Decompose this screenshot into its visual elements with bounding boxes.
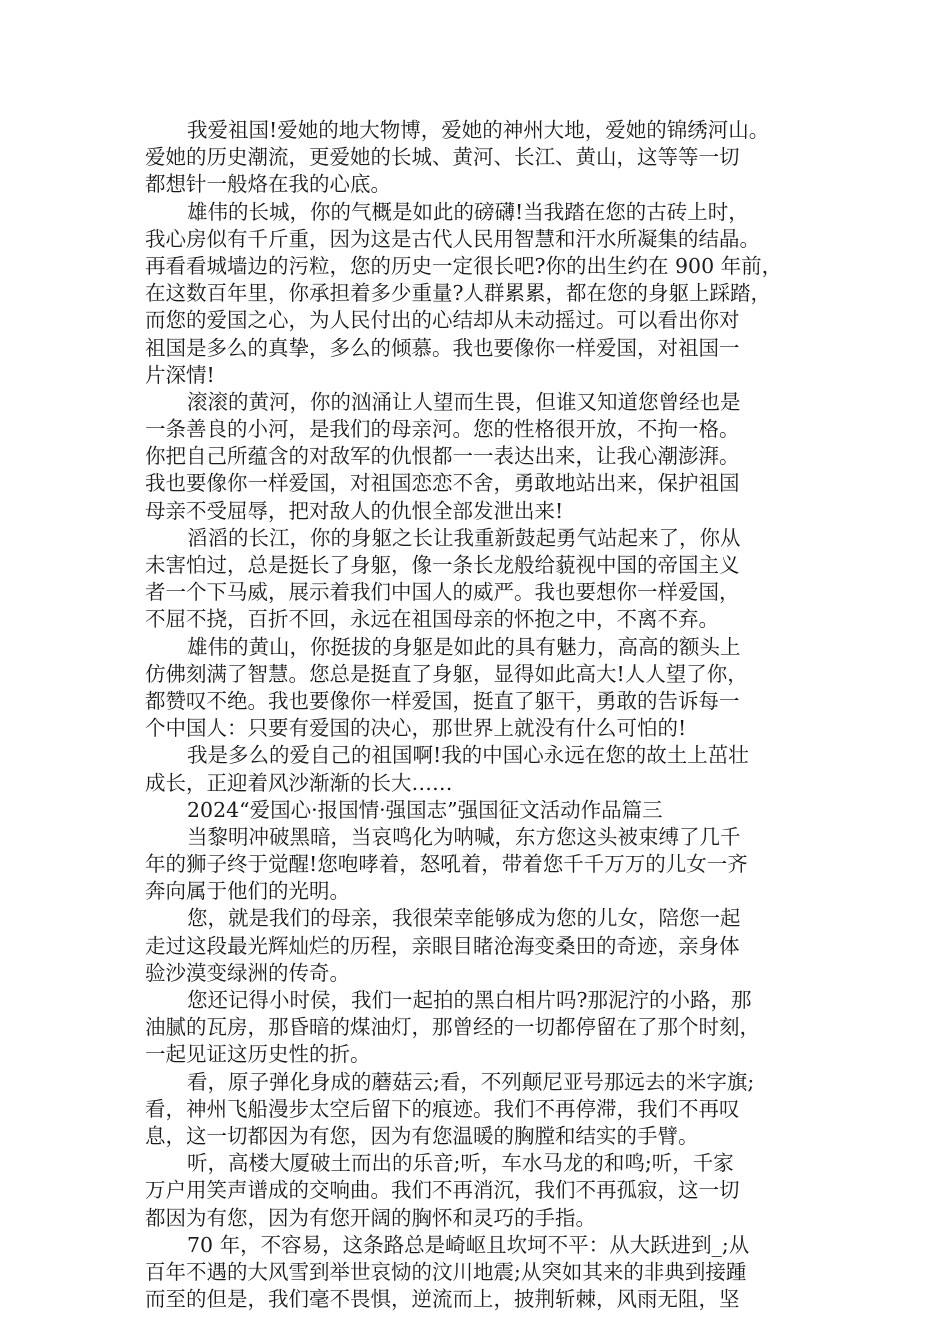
text-line: 不屈不挠，百折不回，永远在祖国母亲的怀抱之中，不离不弃。 [145,607,719,632]
text-line: 70 年，不容易，这条路总是崎岖且坎坷不平：从大跃进到_;从 [187,1232,750,1257]
text-line: 而至的但是，我们毫不畏惧，逆流而上，披荆斩棘，风雨无阻，坚 [145,1287,740,1312]
text-line: 我是多么的爱自己的祖国啊!我的中国心永远在您的故土上茁壮 [187,743,749,768]
text-line: 年的狮子终于觉醒!您咆哮着，怒吼着，带着您千千万万的儿女一齐 [145,852,748,877]
text-line: 未害怕过，总是挺长了身躯，像一条长龙般给藐视中国的帝国主义 [145,553,740,577]
text-line: 滔滔的长江，你的身躯之长让我重新鼓起勇气站起来了，你从 [187,525,741,550]
document-body [145,117,810,1313]
text-line: 您还记得小时侯，我们一起拍的黑白相片吗?那泥泞的小路，那 [187,988,752,1012]
text-line: 看，原子弹化身成的蘑菇云;看，不列颠尼亚号那远去的米字旗; [187,1069,755,1094]
text-line: 万户用笑声谱成的交响曲。我们不再消沉，我们不再孤寂，这一切 [145,1178,740,1203]
text-line: 母亲不受屈辱，把对敌人的仇恨全部发泄出来! [145,498,564,523]
text-line: 在这数百年里，你承担着多少重量?人群累累，都在您的身躯上踩踏， [145,281,771,306]
text-line: 您，就是我们的母亲，我很荣幸能够成为您的儿女，陪您一起 [187,906,741,931]
text-line: 都想针一般烙在我的心底。 [145,172,391,197]
text-line: 验沙漠变绿洲的传奇。 [145,960,350,985]
text-line: 者一个下马威，展示着我们中国人的威严。我也要想你一样爱国， [145,580,740,605]
text-line: 滚滚的黄河，你的汹涌让人望而生畏，但谁又知道您曾经也是 [187,389,741,414]
text-line: 再看看城墙边的污粒，您的历史一定很长吧?你的出生约在 900 年前， [145,253,783,278]
text-line: 奔向属于他们的光明。 [145,879,350,904]
text-line: 走过这段最光辉灿烂的历程，亲眼目睹沧海变桑田的奇迹，亲身体 [145,933,740,958]
text-line: 成长，正迎着风沙渐渐的长大…… [145,770,453,795]
text-line: 当黎明冲破黑暗，当哀鸣化为呐喊，东方您这头被束缚了几千 [187,824,741,849]
text-line: 一条善良的小河，是我们的母亲河。您的性格很开放，不拘一格。 [145,417,740,442]
text-line: 雄伟的长城，你的气概是如此的磅礴!当我踏在您的古砖上时， [187,199,749,224]
text-line: 雄伟的黄山，你挺拔的身躯是如此的具有魅力，高高的额头上 [187,634,741,659]
text-line: 都赞叹不绝。我也要像你一样爱国，挺直了躯干，勇敢的告诉每一 [145,688,740,713]
text-line: 片深情! [145,362,215,387]
text-line: 都因为有您，因为有您开阔的胸怀和灵巧的手指。 [145,1205,596,1230]
text-line: 2024“爱国心·报国情·强国志”强国征文活动作品篇三 [187,797,663,822]
text-line: 而您的爱国之心，为人民付出的心结却从未动摇过。可以看出你对 [145,308,740,333]
text-line: 息，这一切都因为有您，因为有您温暖的胸膛和结实的手臂。 [145,1123,699,1148]
text-line: 个中国人：只要有爱国的决心，那世界上就没有什么可怕的! [145,716,687,741]
text-line: 祖国是多么的真挚，多么的倾慕。我也要像你一样爱国，对祖国一 [145,335,740,360]
text-line: 看，神州飞船漫步太空后留下的痕迹。我们不再停滞，我们不再叹 [145,1096,740,1121]
text-line: 百年不遇的大风雪到举世哀恸的汶川地震;从突如其来的非典到接踵 [145,1259,747,1284]
text-line: 我也要像你一样爱国，对祖国恋恋不舍，勇敢地站出来，保护祖国 [145,471,740,496]
text-line: 我爱祖国!爱她的地大物博，爱她的神州大地，爱她的锦绣河山。 [187,118,770,142]
text-line: 你把自己所蕴含的对敌军的仇恨都一一表达出来，让我心潮澎湃。 [145,444,740,469]
text-line: 听，高楼大厦破土而出的乐音;听，车水马龙的和鸣;听，千家 [187,1151,734,1176]
text-line: 油腻的瓦房，那昏暗的煤油灯，那曾经的一切都停留在了那个时刻， [145,1015,760,1040]
text-line: 爱她的历史潮流，更爱她的长城、黄河、长江、黄山，这等等一切 [145,145,740,170]
text-line: 一起见证这历史性的折。 [145,1042,371,1067]
text-line: 仿佛刻满了智慧。您总是挺直了身躯，显得如此高大!人人望了你， [145,661,748,686]
text-line: 我心房似有千斤重，因为这是古代人民用智慧和汗水所凝集的结晶。 [145,226,760,251]
